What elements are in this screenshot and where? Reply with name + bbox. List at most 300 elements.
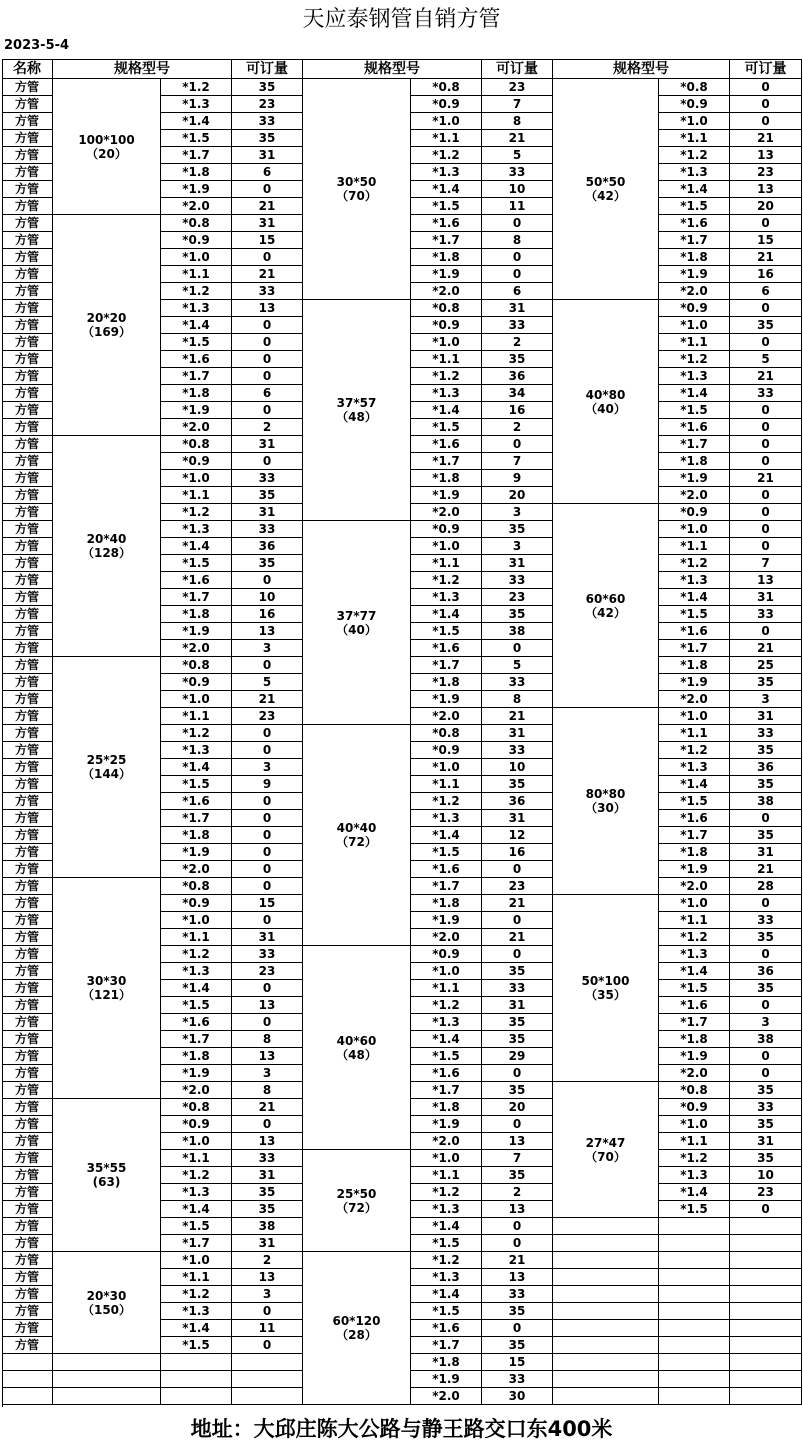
qty-cell: 5	[482, 147, 553, 164]
qty-cell: 0	[482, 640, 553, 657]
thickness-cell: *1.2	[411, 793, 482, 810]
thickness-cell: *0.8	[161, 1099, 232, 1116]
qty-cell: 15	[232, 895, 303, 912]
qty-cell: 6	[232, 385, 303, 402]
qty-cell: 36	[730, 963, 802, 980]
qty-cell: 23	[730, 1184, 802, 1201]
qty-cell: 21	[730, 130, 802, 147]
qty-cell: 7	[730, 555, 802, 572]
thickness-cell: *1.4	[161, 538, 232, 555]
qty-cell: 0	[482, 1065, 553, 1082]
qty-cell: 21	[482, 929, 553, 946]
thickness-cell: *0.9	[161, 1116, 232, 1133]
empty-cell	[553, 1269, 659, 1286]
name-cell: 方管	[2, 385, 53, 402]
empty-cell	[730, 1303, 802, 1320]
qty-cell: 35	[482, 606, 553, 623]
thickness-cell: *1.2	[659, 929, 730, 946]
spec-count: （72）	[336, 1200, 377, 1215]
name-cell: 方管	[2, 895, 53, 912]
qty-cell: 33	[482, 1371, 553, 1388]
thickness-cell: *1.7	[161, 1235, 232, 1252]
qty-cell: 0	[730, 504, 802, 521]
thickness-cell: *1.4	[411, 1286, 482, 1303]
thickness-cell: *1.5	[411, 1048, 482, 1065]
qty-cell: 35	[482, 1167, 553, 1184]
thickness-cell: *1.5	[659, 198, 730, 215]
thickness-cell: *1.4	[411, 1031, 482, 1048]
thickness-cell: *1.2	[161, 1286, 232, 1303]
qty-cell: 15	[232, 232, 303, 249]
thickness-cell: *1.9	[161, 1065, 232, 1082]
thickness-cell: *1.4	[161, 1320, 232, 1337]
qty-cell: 7	[482, 96, 553, 113]
name-cell: 方管	[2, 793, 53, 810]
qty-cell: 0	[482, 1235, 553, 1252]
thickness-cell: *1.2	[161, 1167, 232, 1184]
thickness-cell: *1.8	[659, 844, 730, 861]
thickness-cell: *1.3	[411, 810, 482, 827]
qty-cell: 0	[482, 436, 553, 453]
name-cell: 方管	[2, 521, 53, 538]
qty-cell: 23	[482, 79, 553, 96]
spec-size: 25*25	[86, 753, 127, 767]
spec-count: （40）	[336, 622, 377, 637]
qty-cell: 0	[232, 181, 303, 198]
name-cell: 方管	[2, 1320, 53, 1337]
empty-cell	[730, 1252, 802, 1269]
thickness-cell: *1.3	[411, 1201, 482, 1218]
table-top-border	[2, 59, 802, 60]
thickness-cell: *0.9	[411, 96, 482, 113]
thickness-cell: *1.2	[161, 946, 232, 963]
spec-size-cell	[53, 436, 161, 657]
qty-cell: 38	[232, 1218, 303, 1235]
thickness-cell: *1.5	[161, 776, 232, 793]
spec-count: （150）	[81, 1302, 132, 1317]
empty-cell	[161, 1354, 232, 1371]
empty-cell	[730, 1235, 802, 1252]
thickness-cell: *1.0	[659, 317, 730, 334]
header-spec: 规格型号	[303, 59, 482, 79]
thickness-cell: *1.7	[659, 1014, 730, 1031]
name-cell: 方管	[2, 402, 53, 419]
thickness-cell: *2.0	[161, 198, 232, 215]
qty-cell: 31	[232, 1167, 303, 1184]
thickness-cell: *1.4	[161, 317, 232, 334]
thickness-cell: *2.0	[161, 861, 232, 878]
qty-cell: 13	[232, 300, 303, 317]
thickness-cell: *1.7	[659, 436, 730, 453]
thickness-cell: *1.4	[161, 1201, 232, 1218]
name-cell: 方管	[2, 181, 53, 198]
thickness-cell: *1.2	[659, 555, 730, 572]
empty-cell	[730, 1388, 802, 1405]
thickness-cell: *1.5	[161, 334, 232, 351]
spec-size-cell	[303, 300, 411, 521]
qty-cell: 21	[482, 895, 553, 912]
empty-cell	[659, 1218, 730, 1235]
thickness-cell: *1.0	[659, 708, 730, 725]
thickness-cell: *1.7	[161, 810, 232, 827]
empty-cell	[659, 1388, 730, 1405]
qty-cell: 35	[482, 351, 553, 368]
name-cell: 方管	[2, 113, 53, 130]
qty-cell: 0	[232, 453, 303, 470]
name-cell: 方管	[2, 725, 53, 742]
qty-cell: 8	[232, 1031, 303, 1048]
thickness-cell: *1.6	[411, 215, 482, 232]
qty-cell: 35	[232, 1184, 303, 1201]
qty-cell: 16	[482, 402, 553, 419]
spec-size: 50*50	[585, 175, 626, 189]
thickness-cell: *1.3	[411, 589, 482, 606]
qty-cell: 35	[730, 929, 802, 946]
spec-size-cell	[303, 1252, 411, 1405]
qty-cell: 10	[232, 589, 303, 606]
qty-cell: 10	[730, 1167, 802, 1184]
thickness-cell: *1.7	[659, 640, 730, 657]
qty-cell: 0	[232, 725, 303, 742]
name-cell: 方管	[2, 997, 53, 1014]
qty-cell: 33	[482, 317, 553, 334]
spec-size-cell	[553, 708, 659, 895]
thickness-cell: *1.2	[411, 572, 482, 589]
empty-cell	[232, 1388, 303, 1405]
empty-cell	[659, 1320, 730, 1337]
thickness-cell: *1.0	[411, 1150, 482, 1167]
thickness-cell: *1.3	[161, 1303, 232, 1320]
qty-cell: 20	[482, 1099, 553, 1116]
qty-cell: 33	[730, 385, 802, 402]
spec-size: 30*50	[336, 175, 377, 189]
qty-cell: 13	[730, 181, 802, 198]
thickness-cell: *0.8	[161, 215, 232, 232]
qty-cell: 33	[482, 742, 553, 759]
spec-size-cell	[53, 1099, 161, 1252]
thickness-cell: *1.5	[659, 980, 730, 997]
qty-cell: 13	[232, 623, 303, 640]
qty-cell: 0	[232, 844, 303, 861]
name-cell: 方管	[2, 130, 53, 147]
name-cell: 方管	[2, 79, 53, 96]
thickness-cell: *1.5	[411, 1303, 482, 1320]
qty-cell: 13	[730, 147, 802, 164]
spec-size: 100*100	[78, 132, 135, 147]
name-cell: 方管	[2, 317, 53, 334]
thickness-cell: *1.9	[161, 844, 232, 861]
thickness-cell: *0.9	[161, 453, 232, 470]
thickness-cell: *1.8	[659, 453, 730, 470]
qty-cell: 0	[232, 368, 303, 385]
qty-cell: 33	[232, 470, 303, 487]
spec-count: （48）	[336, 1047, 377, 1062]
name-cell: 方管	[2, 1184, 53, 1201]
spec-count: (63)	[92, 1175, 121, 1189]
qty-cell: 0	[232, 793, 303, 810]
thickness-cell: *1.1	[411, 1167, 482, 1184]
empty-cell	[730, 1354, 802, 1371]
qty-cell: 0	[232, 657, 303, 674]
thickness-cell: *1.7	[411, 232, 482, 249]
thickness-cell: *1.9	[659, 1048, 730, 1065]
name-cell: 方管	[2, 1099, 53, 1116]
qty-cell: 36	[232, 538, 303, 555]
name-cell: 方管	[2, 504, 53, 521]
thickness-cell: *1.0	[161, 470, 232, 487]
empty-cell	[659, 1235, 730, 1252]
name-cell: 方管	[2, 215, 53, 232]
qty-cell: 0	[730, 96, 802, 113]
spec-size-cell	[53, 657, 161, 878]
name-cell: 方管	[2, 470, 53, 487]
qty-cell: 6	[482, 283, 553, 300]
qty-cell: 33	[482, 674, 553, 691]
thickness-cell: *1.6	[659, 623, 730, 640]
thickness-cell: *1.5	[659, 606, 730, 623]
thickness-cell: *2.0	[161, 1082, 232, 1099]
qty-cell: 0	[232, 827, 303, 844]
qty-cell: 9	[232, 776, 303, 793]
qty-cell: 0	[482, 1218, 553, 1235]
name-cell: 方管	[2, 606, 53, 623]
qty-cell: 0	[232, 249, 303, 266]
thickness-cell: *1.6	[411, 640, 482, 657]
spec-size-cell	[303, 521, 411, 725]
qty-cell: 29	[482, 1048, 553, 1065]
qty-cell: 0	[730, 810, 802, 827]
empty-cell	[553, 1371, 659, 1388]
thickness-cell: *1.7	[659, 232, 730, 249]
empty-cell	[659, 1337, 730, 1354]
qty-cell: 38	[482, 623, 553, 640]
thickness-cell: *2.0	[659, 691, 730, 708]
thickness-cell: *0.8	[161, 878, 232, 895]
qty-cell: 35	[482, 1014, 553, 1031]
name-cell: 方管	[2, 198, 53, 215]
name-cell: 方管	[2, 572, 53, 589]
thickness-cell: *1.2	[411, 368, 482, 385]
qty-cell: 0	[482, 861, 553, 878]
name-cell: 方管	[2, 759, 53, 776]
qty-cell: 3	[232, 1065, 303, 1082]
thickness-cell: *1.2	[161, 79, 232, 96]
qty-cell: 35	[232, 130, 303, 147]
spec-count: （35）	[585, 988, 626, 1002]
spec-count: （42）	[585, 189, 626, 203]
thickness-cell: *2.0	[659, 1065, 730, 1082]
thickness-cell: *1.0	[411, 759, 482, 776]
qty-cell: 5	[482, 657, 553, 674]
thickness-cell: *1.3	[161, 1184, 232, 1201]
spec-count: （42）	[585, 605, 626, 620]
qty-cell: 0	[730, 946, 802, 963]
thickness-cell: *1.0	[659, 895, 730, 912]
thickness-cell: *1.7	[411, 878, 482, 895]
name-cell: 方管	[2, 283, 53, 300]
qty-cell: 33	[730, 606, 802, 623]
empty-cell	[53, 1354, 161, 1371]
qty-cell: 0	[730, 453, 802, 470]
qty-cell: 31	[232, 436, 303, 453]
qty-cell: 35	[482, 1082, 553, 1099]
name-cell: 方管	[2, 742, 53, 759]
header-qty: 可订量	[482, 59, 553, 79]
spec-count: （144）	[81, 767, 132, 781]
thickness-cell: *1.9	[411, 266, 482, 283]
qty-cell: 0	[232, 861, 303, 878]
thickness-cell: *1.4	[659, 589, 730, 606]
qty-cell: 6	[232, 164, 303, 181]
qty-cell: 31	[482, 555, 553, 572]
name-cell: 方管	[2, 1235, 53, 1252]
qty-cell: 21	[232, 691, 303, 708]
qty-cell: 10	[482, 181, 553, 198]
spec-count: （128）	[81, 546, 132, 560]
name-cell: 方管	[2, 946, 53, 963]
inventory-table	[2, 59, 802, 1407]
thickness-cell: *1.3	[659, 759, 730, 776]
qty-cell: 0	[232, 878, 303, 895]
qty-cell: 35	[232, 555, 303, 572]
name-cell: 方管	[2, 419, 53, 436]
thickness-cell: *1.2	[659, 1150, 730, 1167]
thickness-cell: *1.5	[161, 997, 232, 1014]
thickness-cell: *1.1	[161, 1150, 232, 1167]
spec-size: 60*120	[332, 1314, 381, 1328]
qty-cell: 35	[482, 776, 553, 793]
name-cell: 方管	[2, 1065, 53, 1082]
thickness-cell: *1.6	[411, 436, 482, 453]
empty-cell	[730, 1269, 802, 1286]
qty-cell: 31	[232, 1235, 303, 1252]
sheet-title: 天应泰钢管自销方管	[302, 7, 501, 32]
spec-size: 40*60	[336, 1033, 377, 1048]
spec-size-cell	[53, 79, 161, 215]
thickness-cell: *1.5	[659, 793, 730, 810]
thickness-cell: *1.8	[659, 1031, 730, 1048]
name-cell: 方管	[2, 827, 53, 844]
thickness-cell: *1.1	[161, 929, 232, 946]
qty-cell: 35	[730, 742, 802, 759]
thickness-cell: *0.8	[411, 300, 482, 317]
name-cell: 方管	[2, 555, 53, 572]
thickness-cell: *1.2	[659, 351, 730, 368]
thickness-cell: *1.4	[161, 759, 232, 776]
name-cell: 方管	[2, 538, 53, 555]
qty-cell: 20	[730, 198, 802, 215]
thickness-cell: *1.2	[411, 997, 482, 1014]
thickness-cell: *1.5	[411, 844, 482, 861]
qty-cell: 35	[730, 980, 802, 997]
thickness-cell: *0.9	[411, 946, 482, 963]
name-cell: 方管	[2, 1048, 53, 1065]
name-cell: 方管	[2, 912, 53, 929]
name-cell: 方管	[2, 810, 53, 827]
qty-cell: 8	[232, 1082, 303, 1099]
thickness-cell: *0.9	[659, 96, 730, 113]
name-cell: 方管	[2, 1167, 53, 1184]
spec-size: 60*60	[585, 591, 626, 606]
qty-cell: 35	[482, 963, 553, 980]
qty-cell: 0	[232, 980, 303, 997]
qty-cell: 35	[730, 827, 802, 844]
thickness-cell: *1.5	[659, 1201, 730, 1218]
name-cell: 方管	[2, 487, 53, 504]
spec-size: 20*40	[86, 532, 127, 546]
thickness-cell: *1.1	[411, 980, 482, 997]
qty-cell: 3	[730, 691, 802, 708]
name-cell: 方管	[2, 164, 53, 181]
thickness-cell: *2.0	[161, 419, 232, 436]
qty-cell: 0	[730, 215, 802, 232]
thickness-cell: *1.0	[659, 113, 730, 130]
thickness-cell: *1.8	[411, 249, 482, 266]
thickness-cell: *0.9	[411, 742, 482, 759]
qty-cell: 0	[730, 419, 802, 436]
qty-cell: 0	[730, 1201, 802, 1218]
thickness-cell: *1.4	[411, 827, 482, 844]
empty-cell	[659, 1269, 730, 1286]
qty-cell: 21	[232, 1099, 303, 1116]
spec-size: 37*57	[336, 396, 377, 410]
qty-cell: 2	[482, 334, 553, 351]
thickness-cell: *1.0	[161, 691, 232, 708]
qty-cell: 21	[730, 368, 802, 385]
empty-cell	[659, 1354, 730, 1371]
thickness-cell: *1.7	[161, 1031, 232, 1048]
thickness-cell: *1.0	[411, 334, 482, 351]
thickness-cell: *2.0	[411, 1133, 482, 1150]
qty-cell: 21	[482, 1252, 553, 1269]
thickness-cell: *1.5	[161, 1337, 232, 1354]
thickness-cell: *1.9	[411, 487, 482, 504]
thickness-cell: *1.8	[411, 1099, 482, 1116]
qty-cell: 2	[482, 419, 553, 436]
thickness-cell: *1.7	[161, 589, 232, 606]
thickness-cell: *1.1	[659, 1133, 730, 1150]
name-cell	[2, 1388, 53, 1405]
empty-cell	[553, 1320, 659, 1337]
qty-cell: 3	[730, 1014, 802, 1031]
thickness-cell: *1.1	[659, 130, 730, 147]
empty-cell	[53, 1388, 161, 1405]
qty-cell: 21	[482, 130, 553, 147]
qty-cell: 36	[482, 368, 553, 385]
thickness-cell: *1.8	[411, 1354, 482, 1371]
qty-cell: 31	[232, 147, 303, 164]
qty-cell: 0	[730, 402, 802, 419]
thickness-cell: *1.1	[411, 351, 482, 368]
qty-cell: 21	[482, 708, 553, 725]
qty-cell: 21	[232, 266, 303, 283]
thickness-cell: *1.6	[659, 419, 730, 436]
qty-cell: 0	[730, 997, 802, 1014]
qty-cell: 16	[232, 606, 303, 623]
qty-cell: 35	[730, 674, 802, 691]
qty-cell: 7	[482, 1150, 553, 1167]
qty-cell: 35	[730, 1082, 802, 1099]
spec-count: （20）	[86, 146, 127, 161]
qty-cell: 0	[730, 436, 802, 453]
thickness-cell: *1.5	[411, 623, 482, 640]
thickness-cell: *1.9	[411, 691, 482, 708]
thickness-cell: *1.9	[161, 402, 232, 419]
thickness-cell: *1.3	[659, 946, 730, 963]
name-cell: 方管	[2, 1286, 53, 1303]
spec-count: （30）	[585, 801, 626, 815]
thickness-cell: *1.0	[659, 521, 730, 538]
